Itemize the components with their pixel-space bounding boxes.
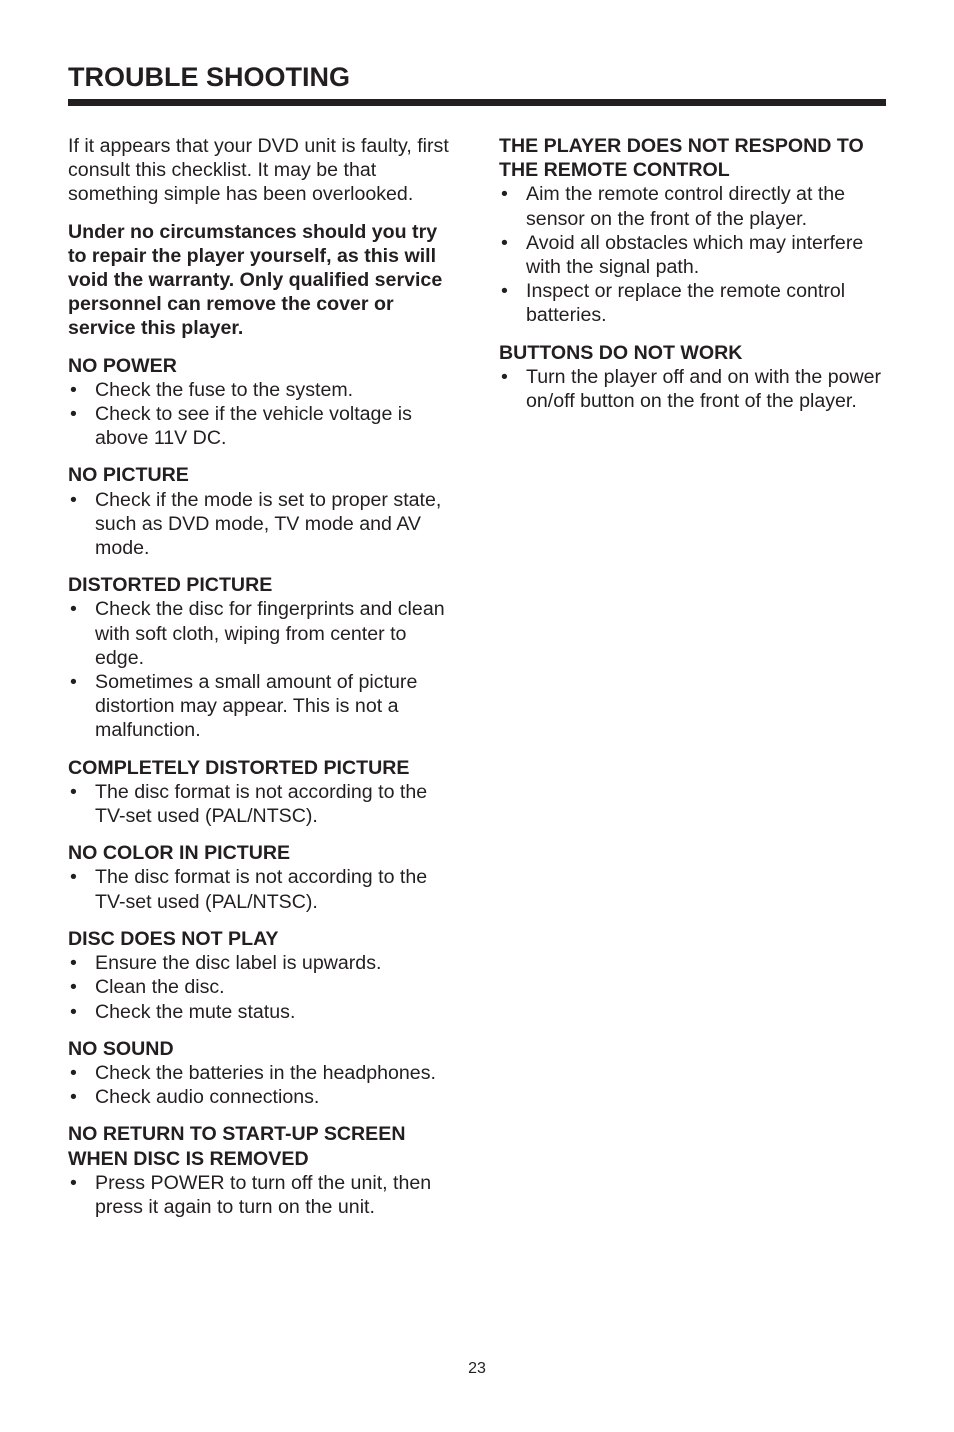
title-rule bbox=[68, 99, 886, 106]
bullet-item: • Check the batteries in the headphones. bbox=[68, 1061, 460, 1085]
section-buttons-do-not-work bbox=[499, 341, 889, 414]
bullet-item: • Aim the remote control directly at the sensor on the front of the player. bbox=[499, 182, 889, 230]
bullet-item: • Ensure the disc label is upwards. bbox=[68, 951, 460, 975]
intro-paragraph: If it appears that your DVD unit is faulty, first consult this checklist. It may be that something simple has been overlooked. bbox=[68, 135, 449, 206]
bullet-item: • The disc format is not according to the TV-set used (PAL/NTSC). bbox=[68, 865, 460, 913]
bullet-item: • Check audio connections. bbox=[68, 1085, 460, 1109]
page-title: TROUBLE SHOOTING bbox=[68, 62, 350, 92]
section-heading: NO COLOR IN PICTURE bbox=[68, 842, 291, 865]
bullet-list bbox=[68, 1061, 460, 1109]
section-heading: NO SOUND bbox=[68, 1037, 174, 1060]
section-heading: NO RETURN TO START-UP SCREEN WHEN DISC IS REMOVED bbox=[68, 1123, 406, 1170]
bullet-item: • Check the disc for fingerprints and clean with soft cloth, wiping from center to edge. bbox=[68, 597, 460, 670]
section-heading: DISTORTED PICTURE bbox=[68, 574, 273, 597]
section-disc-does-not-play bbox=[68, 927, 460, 1024]
section-heading: THE PLAYER DOES NOT RESPOND TO THE REMOTE CONTROL bbox=[499, 135, 864, 182]
left-column bbox=[68, 134, 460, 1232]
section-no-picture bbox=[68, 463, 460, 560]
bullet-list bbox=[68, 865, 460, 913]
bullet-item: • Inspect or replace the remote control batteries. bbox=[499, 279, 889, 327]
bullet-list bbox=[68, 488, 460, 561]
bullet-list bbox=[499, 365, 889, 413]
section-no-return-to-start-up-screen-when-disc-is-removed bbox=[68, 1122, 460, 1219]
bullet-list bbox=[68, 951, 460, 1024]
bullet-item: • The disc format is not according to the TV-set used (PAL/NTSC). bbox=[68, 780, 460, 828]
warranty-warning: Under no circumstances should you try to repair the player yourself, as this will void the warranty. Only qualified service personnel can remove the cover or service this player. bbox=[68, 220, 443, 340]
section-heading: COMPLETELY DISTORTED PICTURE bbox=[68, 756, 410, 779]
section-heading: DISC DOES NOT PLAY bbox=[68, 927, 279, 950]
bullet-list bbox=[68, 1171, 460, 1219]
bullet-item: • Turn the player off and on with the power on/off button on the front of the player. bbox=[499, 365, 889, 413]
section-no-color-in-picture bbox=[68, 841, 460, 914]
section-no-power bbox=[68, 354, 460, 451]
section-distorted-picture bbox=[68, 573, 460, 742]
section-completely-distorted-picture bbox=[68, 756, 460, 829]
right-column bbox=[499, 134, 889, 426]
page-number: 23 bbox=[468, 1360, 486, 1377]
bullet-item: • Sometimes a small amount of picture distortion may appear. This is not a malfunction. bbox=[68, 670, 460, 743]
bullet-list bbox=[68, 780, 460, 828]
bullet-item: • Avoid all obstacles which may interfere with the signal path. bbox=[499, 231, 889, 279]
section-heading: BUTTONS DO NOT WORK bbox=[499, 341, 743, 364]
bullet-item: • Press POWER to turn off the unit, then press it again to turn on the unit. bbox=[68, 1171, 460, 1219]
bullet-item: • Check the mute status. bbox=[68, 1000, 460, 1024]
section-the-player-does-not-respond-to-the-remote-control bbox=[499, 134, 889, 328]
bullet-item: • Clean the disc. bbox=[68, 975, 460, 999]
bullet-item: • Check the fuse to the system. bbox=[68, 378, 460, 402]
bullet-list bbox=[68, 378, 460, 451]
section-heading: NO PICTURE bbox=[68, 464, 189, 487]
section-no-sound bbox=[68, 1037, 460, 1110]
left-sections bbox=[68, 354, 460, 1220]
right-sections bbox=[499, 134, 889, 413]
bullet-item: • Check if the mode is set to proper state, such as DVD mode, TV mode and AV mode. bbox=[68, 488, 460, 561]
bullet-list bbox=[68, 597, 460, 742]
bullet-list bbox=[499, 182, 889, 327]
section-heading: NO POWER bbox=[68, 354, 177, 377]
bullet-item: • Check to see if the vehicle voltage is above 11V DC. bbox=[68, 402, 460, 450]
